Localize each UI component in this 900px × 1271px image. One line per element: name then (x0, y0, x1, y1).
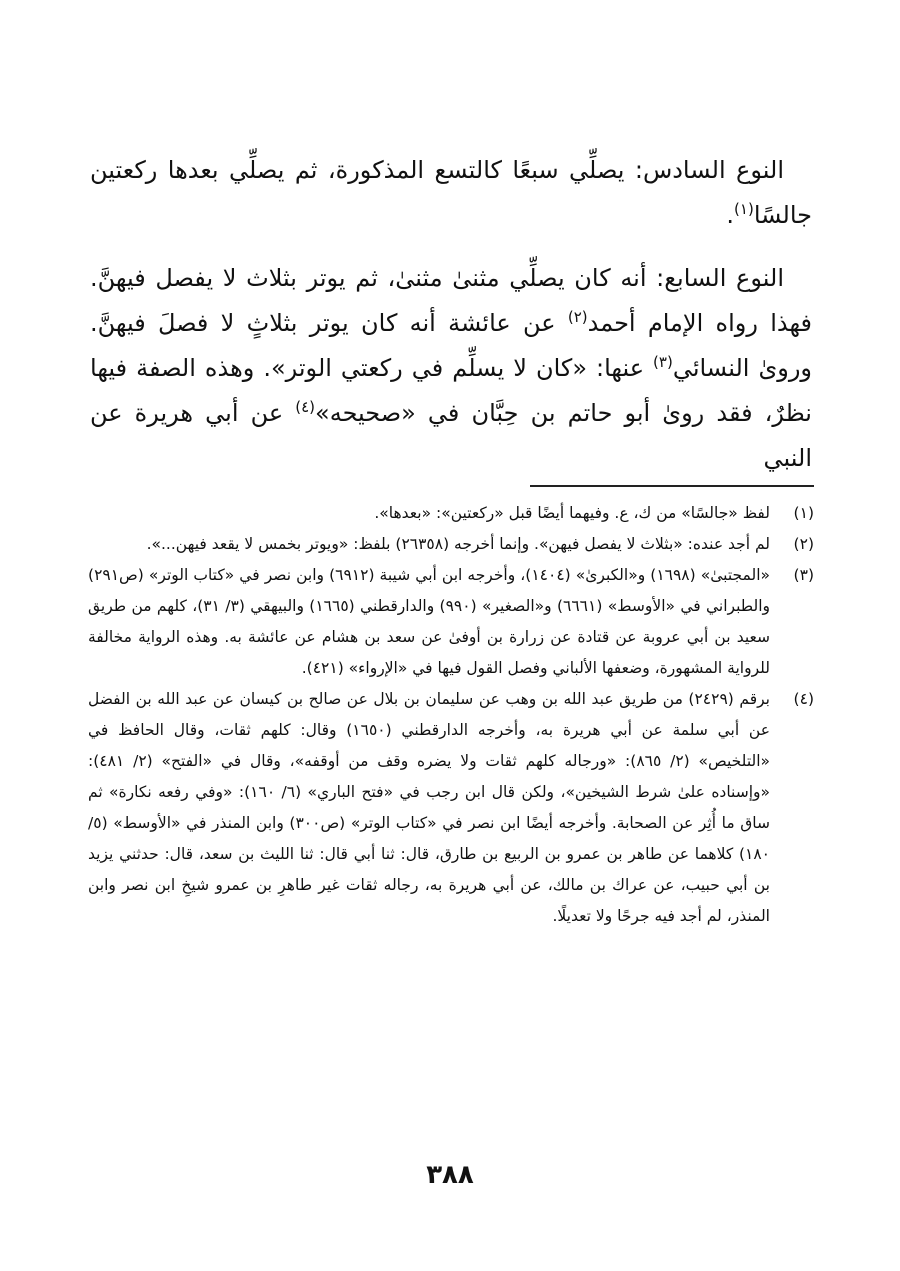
paragraph-type-six (90, 148, 812, 238)
footnote-text: برقم (٢٤٢٩) من طريق عبد الله بن وهب عن سليمان بن بلال عن صالح بن كيسان عن عبد الله بن الفضل عن أبي سلمة عن أبي هريرة به، وأخرجه الدارقطني (١٦٥٠) وقال: كلهم ثقات، وقال الحافظ في «التلخيص» (٢/ ٨٦٥): «ورجاله كلهم ثقات ولا يضره وقف من أوقفه»، وقال في «الفتح» (٢/ ٤٨١): «وإسناده علىٰ شرط الشيخين»، ولكن قال ابن رجب في «فتح الباري» (٦/ ١٦٠): «وفي رفعه نكارة» ثم ساق ما أُثِر عن الصحابة. وأخرجه أيضًا ابن نصر في «كتاب الوتر» (ص٣٠٠) وابن المنذر في «الأوسط» (٥/ ١٨٠) كلاهما عن طاهر بن عمرو بن الربيع بن طارق، قال: ثنا أبي قال: ثنا الليث بن سعد، قال: حدثني يزيد بن أبي حبيب، عن عراك بن مالك، عن أبي هريرة به، رجاله ثقات غير طاهرِ بن عمرو شيخِ ابن نصر وابن المنذر، لم أجد فيه جرحًا ولا تعديلًا. (88, 690, 771, 925)
page-number: ٣٨٨ (426, 1160, 474, 1190)
paragraph-text: النوع السادس: يصلِّي سبعًا كالتسع المذكورة، ثم يصلِّي بعدها ركعتين جالسًا (90, 156, 812, 229)
footnote-ref-1[interactable]: (١) (734, 200, 754, 218)
footnote-text: لم أجد عنده: «بثلاث لا يفصل فيهن». وإنما أخرجه (٢٦٣٥٨) بلفظ: «ويوتر بخمس لا يقعد فيهن...». (146, 535, 770, 553)
footnotes (88, 498, 814, 932)
paragraph-text: . (726, 201, 735, 229)
main-text (90, 148, 812, 481)
footnote-number: (٢) (793, 535, 814, 553)
footnote-4 (88, 684, 814, 932)
footnote-3 (88, 560, 814, 684)
footnote-ref-2[interactable]: (٢) (567, 308, 588, 326)
footnote-text: «المجتبىٰ» (١٦٩٨) و«الكبرىٰ» (١٤٠٤)، وأخرجه ابن أبي شيبة (٦٩١٢) وابن نصر في «كتاب الوتر» (ص٢٩١) والطبراني في «الأوسط» (٦٦٦١) و«الصغير» (٩٩٠) والدارقطني (١٦٦٥) والبيهقي (٣/ ٣١)، كلهم من طريق سعيد بن أبي عروبة عن قتادة عن زرارة بن أوفىٰ عن سعد بن هشام عن عائشة به. وهذه الرواية مخالفة للرواية المشهورة، وضعفها الألباني وفصل القول فيها في «الإرواء» (٤٢١). (88, 566, 770, 677)
footnote-2 (88, 529, 814, 560)
footnote-number: (٣) (793, 566, 814, 584)
paragraph-text: عنها: «كان لا يسلِّم في ركعتي الوتر». وهذه الصفة فيها نظرٌ، فقد روىٰ أبو حاتم بن حِبَّان في «صحيحه» (90, 354, 812, 427)
footnote-1 (88, 498, 814, 529)
paragraph-type-seven (90, 256, 812, 481)
paragraph-text: النوع السابع: أنه كان يصلِّي مثنىٰ مثنىٰ، ثم يوتر بثلاث لا يفصل فيهنَّ. فهذا رواه الإمام أحمد (90, 264, 813, 337)
paragraph-text: عن أبي هريرة عن النبي (90, 399, 812, 472)
paragraph-text: عن عائشة أنه كان يوتر بثلاثٍ لا فصلَ فيهنَّ. وروىٰ النسائي (90, 309, 812, 382)
footnote-number: (١) (793, 504, 814, 522)
footnote-divider (530, 485, 814, 487)
footnote-number: (٤) (793, 690, 814, 708)
footnote-ref-4[interactable]: (٤) (295, 398, 316, 416)
footnote-text: لفظ «جالسًا» من ك، ع. وفيهما أيضًا قبل «ركعتين»: «بعدها». (374, 504, 770, 522)
footnote-ref-3[interactable]: (٣) (653, 353, 673, 371)
